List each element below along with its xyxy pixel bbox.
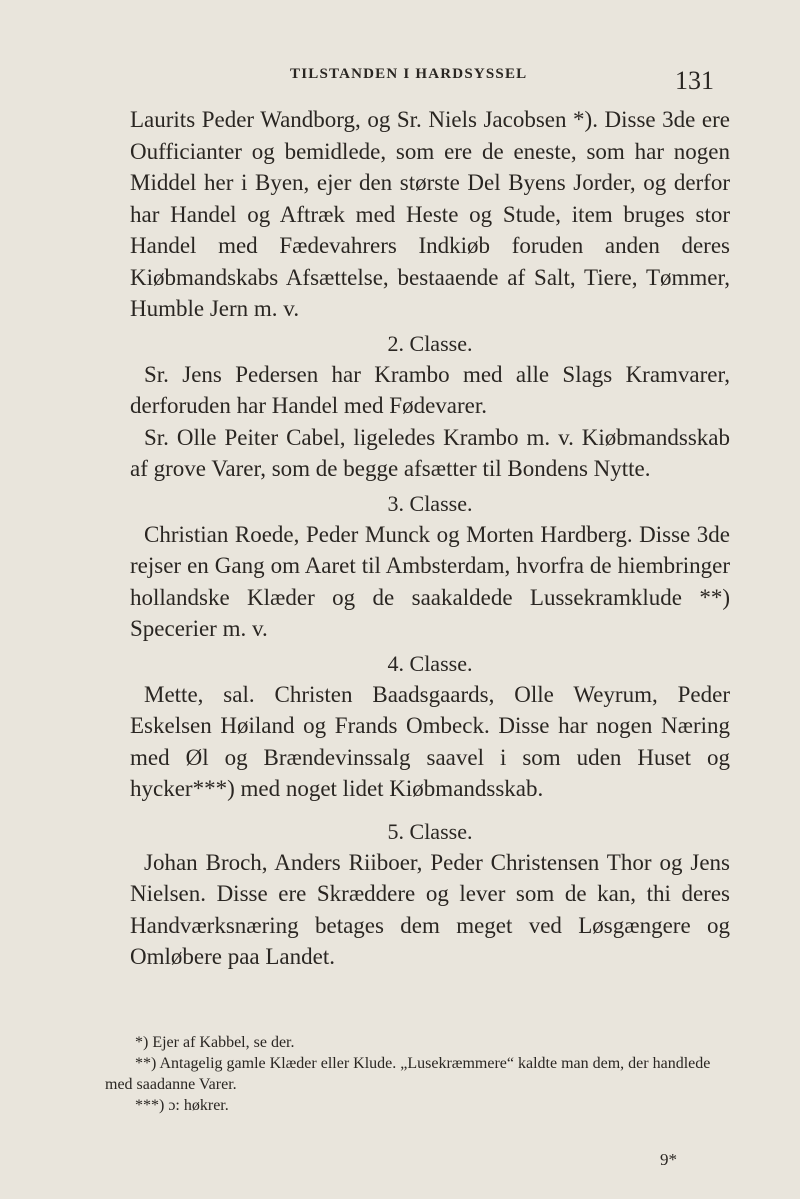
heading-class-3: 3. Classe.	[387, 490, 473, 516]
body-text	[130, 104, 730, 973]
footnote-2: **) Antagelig gamle Klæder eller Klude. „Lusekræmmere“ kaldte man dem, der handlede med saadanne Varer.	[105, 1055, 711, 1093]
paragraph-5: Mette, sal. Christen Baadsgaards, Olle Weyrum, Peder Eskelsen Høiland og Frands Ombeck. Disse har nogen Næring med Øl og Brændevinssalg saavel i som uden Huset og hycker***) med noget lidet Kiøbmandsskab.	[130, 681, 730, 801]
paragraph-2: Sr. Jens Pedersen har Krambo med alle Slags Kramvarer, derforuden har Handel med Fødevarer.	[130, 361, 730, 418]
footnote-1: *) Ejer af Kabbel, se der.	[135, 1034, 295, 1051]
paragraph-6: Johan Broch, Anders Riiboer, Peder Christensen Thor og Jens Nielsen. Disse ere Skræddere og lever som de kan, thi deres Handværksnæring betages dem meget ved Løsgængere og Omløbere paa Landet.	[130, 849, 730, 969]
footnotes	[105, 1032, 725, 1116]
footnote-3: ***) ɔ: høkrer.	[135, 1097, 229, 1114]
signature-mark: 9*	[660, 1150, 677, 1169]
paragraph-4: Christian Roede, Peder Munck og Morten Hardberg. Disse 3de rejser en Gang om Aaret til Ambsterdam, hvorfra de hiembringer hollandske Klæder og de saakaldede Lussekramklude **) Specerier m. v.	[130, 521, 730, 641]
paragraph-1: Laurits Peder Wandborg, og Sr. Niels Jacobsen *). Disse 3de ere Oufficianter og bemidlede, som ere de eneste, som har nogen Middel her i Byen, ejer den største Del Byens Jorder, og derfor har Handel og Aftræk med Heste og Stude, item bruges stor Handel med Fædevahrers Indkiøb foruden anden deres Kiøbmandskabs Afsættelse, bestaaende af Salt, Tiere, Tømmer, Humble Jern m. v.	[130, 107, 730, 321]
heading-class-5: 5. Classe.	[387, 818, 473, 844]
heading-class-2: 2. Classe.	[387, 330, 473, 356]
running-header: TILSTANDEN I HARDSYSSEL	[290, 66, 528, 82]
page-number: 131	[675, 66, 714, 95]
heading-class-4: 4. Classe.	[387, 650, 473, 676]
paragraph-3: Sr. Olle Peiter Cabel, ligeledes Krambo m. v. Kiøbmandsskab af grove Varer, som de begge afsætter til Bondens Nytte.	[130, 424, 730, 481]
